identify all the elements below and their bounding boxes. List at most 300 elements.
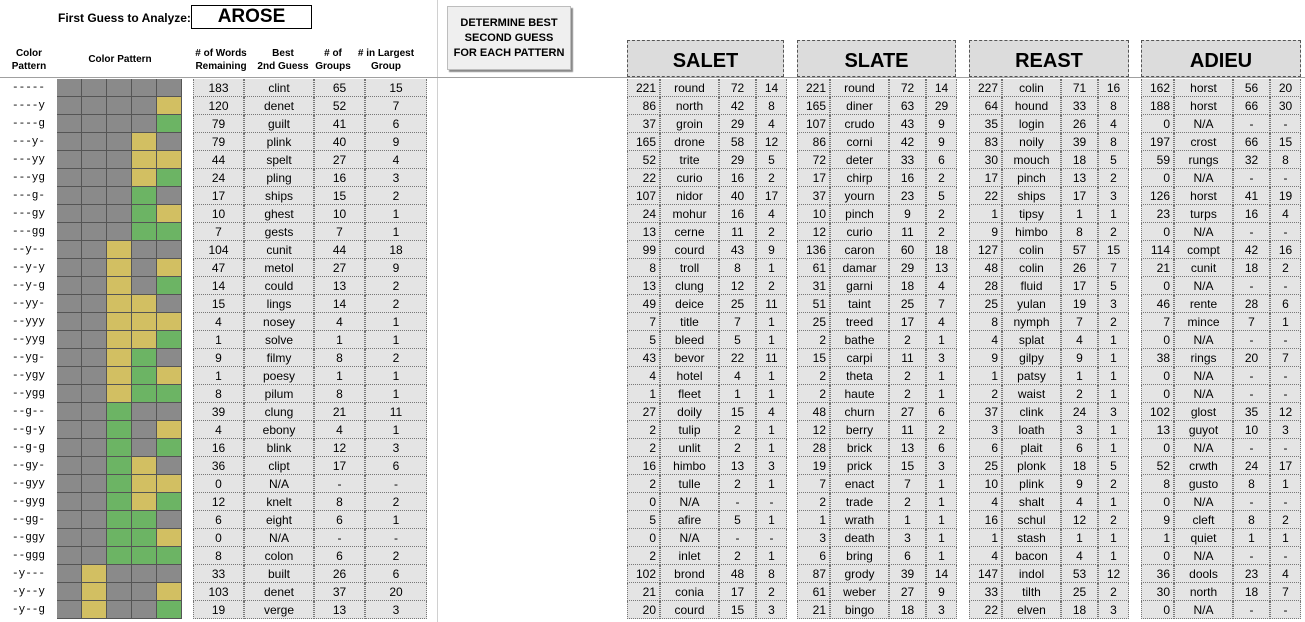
count-cell[interactable]: 2: [797, 493, 830, 511]
groups-cell[interactable]: 26: [1061, 115, 1098, 133]
word-cell[interactable]: colin: [1002, 259, 1061, 277]
groups-cell[interactable]: 35: [1233, 403, 1270, 421]
words-remaining-cell[interactable]: 8: [193, 385, 244, 403]
word-cell[interactable]: tipsy: [1002, 205, 1061, 223]
largest-cell[interactable]: 3: [926, 601, 957, 619]
word-cell[interactable]: shalt: [1002, 493, 1061, 511]
word-cell[interactable]: bleed: [660, 331, 719, 349]
count-cell[interactable]: 162: [1141, 79, 1174, 97]
word-cell[interactable]: fleet: [660, 385, 719, 403]
word-cell[interactable]: wrath: [830, 511, 889, 529]
groups-cell[interactable]: 15: [314, 187, 365, 205]
word-cell[interactable]: N/A: [1174, 547, 1233, 565]
count-cell[interactable]: 2: [797, 367, 830, 385]
groups-cell[interactable]: 2: [889, 367, 926, 385]
largest-cell[interactable]: 4: [1270, 205, 1301, 223]
count-cell[interactable]: 0: [1141, 115, 1174, 133]
determine-best-second-guess-button[interactable]: DETERMINE BEST SECOND GUESS FOR EACH PATTERN: [447, 6, 571, 70]
count-cell[interactable]: 6: [797, 547, 830, 565]
largest-cell[interactable]: 9: [926, 133, 957, 151]
largest-cell[interactable]: 14: [756, 79, 787, 97]
largest-cell[interactable]: 6: [926, 151, 957, 169]
groups-cell[interactable]: 12: [314, 439, 365, 457]
best-second-guess-cell[interactable]: ghest: [244, 205, 314, 223]
groups-cell[interactable]: 9: [1061, 349, 1098, 367]
count-cell[interactable]: 61: [797, 583, 830, 601]
words-remaining-cell[interactable]: 44: [193, 151, 244, 169]
word-cell[interactable]: afire: [660, 511, 719, 529]
word-cell[interactable]: bacon: [1002, 547, 1061, 565]
largest-cell[interactable]: 1: [756, 385, 787, 403]
word-cell[interactable]: himbo: [1002, 223, 1061, 241]
largest-cell[interactable]: 4: [756, 403, 787, 421]
largest-cell[interactable]: 5: [756, 151, 787, 169]
word-cell[interactable]: theta: [830, 367, 889, 385]
largest-cell[interactable]: 12: [1270, 403, 1301, 421]
word-cell[interactable]: plink: [1002, 475, 1061, 493]
word-cell[interactable]: damar: [830, 259, 889, 277]
word-cell[interactable]: tulle: [660, 475, 719, 493]
count-cell[interactable]: 197: [1141, 133, 1174, 151]
groups-cell[interactable]: 66: [1233, 97, 1270, 115]
count-cell[interactable]: 37: [969, 403, 1002, 421]
largest-group-cell[interactable]: 15: [365, 79, 427, 97]
count-cell[interactable]: 221: [627, 79, 660, 97]
largest-cell[interactable]: 1: [926, 547, 957, 565]
largest-cell[interactable]: 3: [926, 457, 957, 475]
best-second-guess-cell[interactable]: plink: [244, 133, 314, 151]
largest-cell[interactable]: 6: [926, 439, 957, 457]
word-cell[interactable]: mince: [1174, 313, 1233, 331]
largest-cell[interactable]: 1: [1098, 367, 1129, 385]
groups-cell[interactable]: 7: [719, 313, 756, 331]
groups-cell[interactable]: 58: [719, 133, 756, 151]
count-cell[interactable]: 5: [627, 511, 660, 529]
groups-cell[interactable]: 65: [314, 79, 365, 97]
largest-cell[interactable]: 3: [1098, 601, 1129, 619]
largest-cell[interactable]: 4: [756, 205, 787, 223]
word-cell[interactable]: splat: [1002, 331, 1061, 349]
groups-cell[interactable]: 27: [314, 259, 365, 277]
count-cell[interactable]: 165: [627, 133, 660, 151]
count-cell[interactable]: 37: [797, 187, 830, 205]
count-cell[interactable]: 22: [627, 169, 660, 187]
largest-cell[interactable]: 2: [756, 223, 787, 241]
largest-cell[interactable]: 8: [756, 97, 787, 115]
largest-group-cell[interactable]: 3: [365, 169, 427, 187]
word-cell[interactable]: treed: [830, 313, 889, 331]
word-cell[interactable]: unlit: [660, 439, 719, 457]
word-cell[interactable]: bring: [830, 547, 889, 565]
word-cell[interactable]: round: [830, 79, 889, 97]
largest-cell[interactable]: 1: [926, 331, 957, 349]
largest-group-cell[interactable]: 2: [365, 349, 427, 367]
words-remaining-cell[interactable]: 1: [193, 331, 244, 349]
count-cell[interactable]: 31: [797, 277, 830, 295]
groups-cell[interactable]: 17: [1061, 187, 1098, 205]
largest-cell[interactable]: 7: [926, 295, 957, 313]
largest-cell[interactable]: -: [1270, 601, 1301, 619]
groups-cell[interactable]: 17: [719, 583, 756, 601]
groups-cell[interactable]: 4: [1061, 547, 1098, 565]
largest-group-cell[interactable]: 1: [365, 511, 427, 529]
largest-cell[interactable]: 3: [926, 349, 957, 367]
count-cell[interactable]: 33: [969, 583, 1002, 601]
largest-group-cell[interactable]: 2: [365, 187, 427, 205]
count-cell[interactable]: 1: [969, 205, 1002, 223]
groups-cell[interactable]: 37: [314, 583, 365, 601]
count-cell[interactable]: 17: [797, 169, 830, 187]
groups-cell[interactable]: 8: [314, 493, 365, 511]
groups-cell[interactable]: 39: [889, 565, 926, 583]
count-cell[interactable]: 12: [797, 223, 830, 241]
word-cell[interactable]: gilpy: [1002, 349, 1061, 367]
groups-cell[interactable]: 8: [314, 349, 365, 367]
groups-cell[interactable]: 10: [1233, 421, 1270, 439]
count-cell[interactable]: 2: [969, 385, 1002, 403]
word-cell[interactable]: horst: [1174, 79, 1233, 97]
first-guess-input[interactable]: AROSE: [191, 5, 312, 29]
count-cell[interactable]: 188: [1141, 97, 1174, 115]
count-cell[interactable]: 0: [1141, 331, 1174, 349]
groups-cell[interactable]: 53: [1061, 565, 1098, 583]
word-cell[interactable]: courd: [660, 601, 719, 619]
groups-cell[interactable]: 2: [1061, 385, 1098, 403]
largest-cell[interactable]: 16: [1098, 79, 1129, 97]
groups-cell[interactable]: 11: [889, 421, 926, 439]
words-remaining-cell[interactable]: 19: [193, 601, 244, 619]
groups-cell[interactable]: 7: [1233, 313, 1270, 331]
count-cell[interactable]: 48: [969, 259, 1002, 277]
word-cell[interactable]: groin: [660, 115, 719, 133]
groups-cell[interactable]: 17: [1061, 277, 1098, 295]
largest-cell[interactable]: 1: [756, 439, 787, 457]
count-cell[interactable]: 107: [627, 187, 660, 205]
groups-cell[interactable]: 25: [889, 295, 926, 313]
largest-group-cell[interactable]: 1: [365, 313, 427, 331]
best-second-guess-cell[interactable]: N/A: [244, 529, 314, 547]
count-cell[interactable]: 0: [1141, 439, 1174, 457]
word-cell[interactable]: mohur: [660, 205, 719, 223]
largest-cell[interactable]: 4: [926, 277, 957, 295]
words-remaining-cell[interactable]: 103: [193, 583, 244, 601]
groups-cell[interactable]: 8: [1233, 475, 1270, 493]
best-second-guess-cell[interactable]: clipt: [244, 457, 314, 475]
groups-cell[interactable]: 2: [719, 421, 756, 439]
groups-cell[interactable]: 5: [719, 331, 756, 349]
groups-cell[interactable]: 24: [1061, 403, 1098, 421]
largest-group-cell[interactable]: 20: [365, 583, 427, 601]
largest-group-cell[interactable]: 2: [365, 547, 427, 565]
word-cell[interactable]: cerne: [660, 223, 719, 241]
groups-cell[interactable]: 29: [719, 115, 756, 133]
words-remaining-cell[interactable]: 10: [193, 205, 244, 223]
groups-cell[interactable]: -: [719, 493, 756, 511]
count-cell[interactable]: 38: [1141, 349, 1174, 367]
best-second-guess-cell[interactable]: pilum: [244, 385, 314, 403]
largest-cell[interactable]: 1: [756, 511, 787, 529]
groups-cell[interactable]: 16: [1233, 205, 1270, 223]
words-remaining-cell[interactable]: 104: [193, 241, 244, 259]
largest-cell[interactable]: 19: [1270, 187, 1301, 205]
word-cell[interactable]: N/A: [1174, 385, 1233, 403]
count-cell[interactable]: 24: [627, 205, 660, 223]
word-cell[interactable]: north: [1174, 583, 1233, 601]
largest-cell[interactable]: 1: [926, 475, 957, 493]
word-cell[interactable]: grody: [830, 565, 889, 583]
largest-cell[interactable]: 1: [756, 331, 787, 349]
largest-cell[interactable]: 5: [926, 187, 957, 205]
word-cell[interactable]: diner: [830, 97, 889, 115]
groups-cell[interactable]: 21: [314, 403, 365, 421]
largest-cell[interactable]: -: [1270, 331, 1301, 349]
words-remaining-cell[interactable]: 12: [193, 493, 244, 511]
groups-cell[interactable]: 6: [889, 547, 926, 565]
word-cell[interactable]: trade: [830, 493, 889, 511]
largest-group-cell[interactable]: 9: [365, 133, 427, 151]
groups-cell[interactable]: 7: [889, 475, 926, 493]
best-second-guess-cell[interactable]: verge: [244, 601, 314, 619]
groups-cell[interactable]: 22: [719, 349, 756, 367]
largest-cell[interactable]: -: [1270, 493, 1301, 511]
count-cell[interactable]: 16: [627, 457, 660, 475]
groups-cell[interactable]: 32: [1233, 151, 1270, 169]
groups-cell[interactable]: 43: [719, 241, 756, 259]
groups-cell[interactable]: 25: [719, 295, 756, 313]
words-remaining-cell[interactable]: 47: [193, 259, 244, 277]
word-cell[interactable]: colin: [1002, 241, 1061, 259]
largest-cell[interactable]: 2: [756, 583, 787, 601]
word-cell[interactable]: N/A: [1174, 115, 1233, 133]
count-cell[interactable]: 43: [627, 349, 660, 367]
largest-group-cell[interactable]: 11: [365, 403, 427, 421]
count-cell[interactable]: 5: [627, 331, 660, 349]
word-cell[interactable]: N/A: [660, 493, 719, 511]
word-cell[interactable]: prick: [830, 457, 889, 475]
groups-cell[interactable]: 6: [314, 547, 365, 565]
word-cell[interactable]: fluid: [1002, 277, 1061, 295]
count-cell[interactable]: 2: [627, 475, 660, 493]
count-cell[interactable]: 9: [969, 223, 1002, 241]
count-cell[interactable]: 2: [627, 421, 660, 439]
best-second-guess-cell[interactable]: lings: [244, 295, 314, 313]
word-cell[interactable]: yulan: [1002, 295, 1061, 313]
count-cell[interactable]: 227: [969, 79, 1002, 97]
groups-cell[interactable]: 17: [889, 313, 926, 331]
groups-cell[interactable]: -: [1233, 385, 1270, 403]
count-cell[interactable]: 19: [797, 457, 830, 475]
count-cell[interactable]: 4: [969, 493, 1002, 511]
groups-cell[interactable]: 40: [719, 187, 756, 205]
largest-cell[interactable]: 8: [1098, 133, 1129, 151]
word-cell[interactable]: hound: [1002, 97, 1061, 115]
groups-cell[interactable]: 18: [1061, 151, 1098, 169]
count-cell[interactable]: 0: [1141, 223, 1174, 241]
groups-cell[interactable]: 2: [719, 439, 756, 457]
word-cell[interactable]: compt: [1174, 241, 1233, 259]
word-cell[interactable]: conia: [660, 583, 719, 601]
groups-cell[interactable]: 1: [1061, 367, 1098, 385]
largest-cell[interactable]: -: [756, 529, 787, 547]
groups-cell[interactable]: 13: [314, 277, 365, 295]
best-second-guess-cell[interactable]: nosey: [244, 313, 314, 331]
words-remaining-cell[interactable]: 6: [193, 511, 244, 529]
groups-cell[interactable]: 7: [1061, 313, 1098, 331]
groups-cell[interactable]: 7: [314, 223, 365, 241]
largest-group-cell[interactable]: 2: [365, 493, 427, 511]
count-cell[interactable]: 2: [627, 439, 660, 457]
largest-cell[interactable]: 1: [756, 547, 787, 565]
count-cell[interactable]: 1: [969, 529, 1002, 547]
count-cell[interactable]: 165: [797, 97, 830, 115]
count-cell[interactable]: 221: [797, 79, 830, 97]
word-cell[interactable]: north: [660, 97, 719, 115]
count-cell[interactable]: 0: [1141, 547, 1174, 565]
words-remaining-cell[interactable]: 8: [193, 547, 244, 565]
count-cell[interactable]: 114: [1141, 241, 1174, 259]
count-cell[interactable]: 4: [627, 367, 660, 385]
words-remaining-cell[interactable]: 120: [193, 97, 244, 115]
count-cell[interactable]: 61: [797, 259, 830, 277]
word-cell[interactable]: N/A: [1174, 367, 1233, 385]
largest-cell[interactable]: 1: [1098, 439, 1129, 457]
count-cell[interactable]: 25: [797, 313, 830, 331]
count-cell[interactable]: 0: [627, 493, 660, 511]
largest-group-cell[interactable]: 2: [365, 277, 427, 295]
groups-cell[interactable]: 42: [889, 133, 926, 151]
count-cell[interactable]: 9: [1141, 511, 1174, 529]
best-second-guess-cell[interactable]: ships: [244, 187, 314, 205]
groups-cell[interactable]: 4: [1061, 493, 1098, 511]
largest-cell[interactable]: 6: [1270, 295, 1301, 313]
groups-cell[interactable]: 14: [314, 295, 365, 313]
groups-cell[interactable]: 1: [1233, 529, 1270, 547]
groups-cell[interactable]: 15: [719, 601, 756, 619]
best-second-guess-cell[interactable]: guilt: [244, 115, 314, 133]
largest-cell[interactable]: -: [1270, 169, 1301, 187]
groups-cell[interactable]: 44: [314, 241, 365, 259]
largest-cell[interactable]: -: [1270, 223, 1301, 241]
word-cell[interactable]: yourn: [830, 187, 889, 205]
groups-cell[interactable]: 1: [314, 367, 365, 385]
groups-cell[interactable]: 26: [1061, 259, 1098, 277]
count-cell[interactable]: 0: [1141, 493, 1174, 511]
largest-group-cell[interactable]: 6: [365, 565, 427, 583]
groups-cell[interactable]: 16: [719, 169, 756, 187]
word-cell[interactable]: login: [1002, 115, 1061, 133]
best-second-guess-cell[interactable]: solve: [244, 331, 314, 349]
largest-cell[interactable]: 1: [926, 511, 957, 529]
count-cell[interactable]: 126: [1141, 187, 1174, 205]
count-cell[interactable]: 86: [627, 97, 660, 115]
largest-cell[interactable]: -: [1270, 115, 1301, 133]
word-cell[interactable]: carpi: [830, 349, 889, 367]
largest-cell[interactable]: 1: [756, 367, 787, 385]
largest-cell[interactable]: 18: [926, 241, 957, 259]
groups-cell[interactable]: 66: [1233, 133, 1270, 151]
count-cell[interactable]: 8: [627, 259, 660, 277]
word-cell[interactable]: dools: [1174, 565, 1233, 583]
count-cell[interactable]: 4: [969, 547, 1002, 565]
groups-cell[interactable]: 57: [1061, 241, 1098, 259]
largest-cell[interactable]: 12: [756, 133, 787, 151]
word-cell[interactable]: guyot: [1174, 421, 1233, 439]
largest-cell[interactable]: 1: [1098, 493, 1129, 511]
groups-cell[interactable]: 9: [1061, 475, 1098, 493]
groups-cell[interactable]: 52: [314, 97, 365, 115]
groups-cell[interactable]: 8: [719, 259, 756, 277]
word-cell[interactable]: crwth: [1174, 457, 1233, 475]
groups-cell[interactable]: 41: [314, 115, 365, 133]
word-cell[interactable]: pinch: [830, 205, 889, 223]
word-cell[interactable]: turps: [1174, 205, 1233, 223]
count-cell[interactable]: 87: [797, 565, 830, 583]
largest-cell[interactable]: 13: [926, 259, 957, 277]
count-cell[interactable]: 0: [1141, 385, 1174, 403]
largest-cell[interactable]: 4: [926, 313, 957, 331]
largest-group-cell[interactable]: 3: [365, 439, 427, 457]
word-cell[interactable]: N/A: [1174, 493, 1233, 511]
count-cell[interactable]: 8: [1141, 475, 1174, 493]
groups-cell[interactable]: 16: [889, 169, 926, 187]
count-cell[interactable]: 7: [627, 313, 660, 331]
count-cell[interactable]: 52: [627, 151, 660, 169]
words-remaining-cell[interactable]: 0: [193, 529, 244, 547]
words-remaining-cell[interactable]: 79: [193, 115, 244, 133]
largest-group-cell[interactable]: 6: [365, 457, 427, 475]
largest-cell[interactable]: 3: [1098, 187, 1129, 205]
largest-cell[interactable]: 2: [1270, 511, 1301, 529]
groups-cell[interactable]: 3: [889, 529, 926, 547]
groups-cell[interactable]: 4: [1061, 331, 1098, 349]
word-cell[interactable]: enact: [830, 475, 889, 493]
count-cell[interactable]: 2: [797, 385, 830, 403]
largest-group-cell[interactable]: 1: [365, 331, 427, 349]
largest-cell[interactable]: 7: [1098, 259, 1129, 277]
count-cell[interactable]: 72: [797, 151, 830, 169]
count-cell[interactable]: 36: [1141, 565, 1174, 583]
largest-cell[interactable]: 1: [926, 385, 957, 403]
largest-group-cell[interactable]: 1: [365, 223, 427, 241]
best-second-guess-cell[interactable]: ebony: [244, 421, 314, 439]
groups-cell[interactable]: -: [1233, 223, 1270, 241]
groups-cell[interactable]: 13: [719, 457, 756, 475]
largest-cell[interactable]: 4: [1098, 115, 1129, 133]
groups-cell[interactable]: 1: [314, 331, 365, 349]
largest-cell[interactable]: 1: [1098, 331, 1129, 349]
words-remaining-cell[interactable]: 7: [193, 223, 244, 241]
largest-cell[interactable]: 12: [1098, 565, 1129, 583]
largest-cell[interactable]: 2: [756, 169, 787, 187]
count-cell[interactable]: 17: [969, 169, 1002, 187]
groups-cell[interactable]: 1: [889, 511, 926, 529]
largest-cell[interactable]: 2: [1098, 583, 1129, 601]
count-cell[interactable]: 10: [797, 205, 830, 223]
word-cell[interactable]: caron: [830, 241, 889, 259]
largest-cell[interactable]: 16: [1270, 241, 1301, 259]
words-remaining-cell[interactable]: 183: [193, 79, 244, 97]
count-cell[interactable]: 0: [627, 529, 660, 547]
largest-cell[interactable]: 2: [926, 205, 957, 223]
word-cell[interactable]: cleft: [1174, 511, 1233, 529]
word-cell[interactable]: brond: [660, 565, 719, 583]
groups-cell[interactable]: 33: [1061, 97, 1098, 115]
groups-cell[interactable]: 19: [1061, 295, 1098, 313]
largest-cell[interactable]: -: [1270, 367, 1301, 385]
count-cell[interactable]: 25: [969, 295, 1002, 313]
word-cell[interactable]: colin: [1002, 79, 1061, 97]
best-second-guess-cell[interactable]: gests: [244, 223, 314, 241]
